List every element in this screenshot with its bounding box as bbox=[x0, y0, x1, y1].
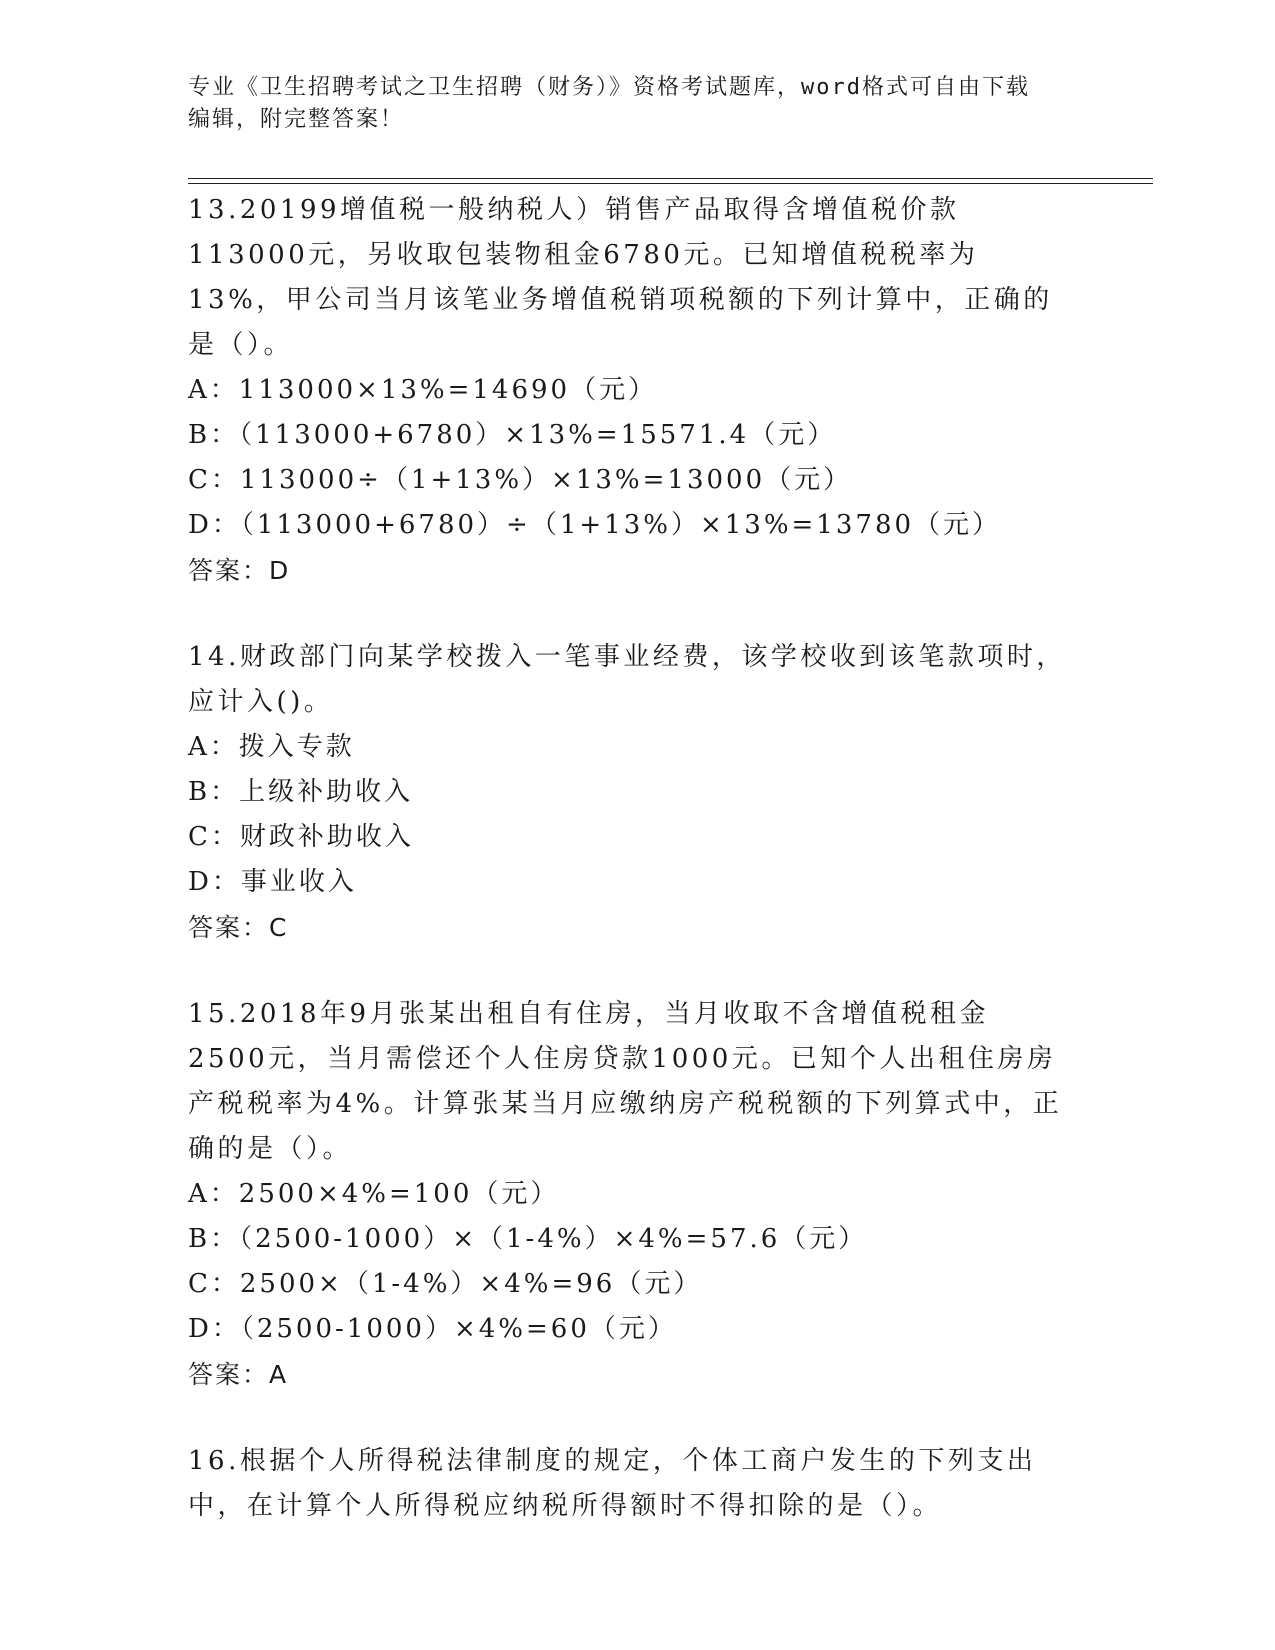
option-a: A：2500×4%=100（元） bbox=[188, 1179, 560, 1209]
answer-line: 答案：D bbox=[188, 556, 291, 585]
option-c: C：2500×（1-4%）×4%=96（元） bbox=[188, 1269, 703, 1299]
question-14 bbox=[188, 635, 1068, 950]
option-d: D：（113000+6780）÷（1+13%）×13%=13780（元） bbox=[188, 510, 1002, 540]
question-13 bbox=[188, 188, 1068, 593]
option-d: D：（2500-1000）×4%=60（元） bbox=[188, 1314, 677, 1344]
document-header bbox=[188, 72, 1088, 136]
header-line-1: 专业《卫生招聘考试之卫生招聘（财务）》资格考试题库，word格式可自由下载 bbox=[188, 75, 1030, 100]
option-d: D：事业收入 bbox=[188, 867, 357, 897]
answer-line: 答案：C bbox=[188, 913, 289, 942]
option-a: A：拨入专款 bbox=[188, 732, 355, 762]
option-b: B：（2500-1000）×（1-4%）×4%=57.6（元） bbox=[188, 1224, 868, 1254]
header-line-2: 编辑，附完整答案！ bbox=[188, 107, 405, 132]
answer-line: 答案：A bbox=[188, 1360, 289, 1389]
option-c: C：113000÷（1+13%）×13%=13000（元） bbox=[188, 465, 853, 495]
option-a: A：113000×13%=14690（元） bbox=[188, 375, 658, 405]
question-text: 13.20199增值税一般纳税人）销售产品取得含增值税价款113000元，另收取包装物租金6780元。已知增值税税率为13%，甲公司当月该笔业务增值税销项税额的下列计算中，正确的是（）。 bbox=[188, 195, 1053, 360]
header-divider-bottom bbox=[188, 183, 1153, 184]
question-text: 15.2018年9月张某出租自有住房，当月收取不含增值税租金2500元，当月需偿还个人住房贷款1000元。已知个人出租住房房产税税率为4%。计算张某当月应缴纳房产税税额的下列算式中，正确的是（）。 bbox=[188, 999, 1063, 1164]
option-b: B：（113000+6780）×13%=15571.4（元） bbox=[188, 420, 837, 450]
option-c: C：财政补助收入 bbox=[188, 822, 414, 852]
option-b: B：上级补助收入 bbox=[188, 777, 414, 807]
question-list bbox=[188, 188, 1068, 1571]
header-divider-top bbox=[188, 178, 1153, 179]
question-text: 14.财政部门向某学校拨入一笔事业经费，该学校收到该笔款项时，应计入()。 bbox=[188, 642, 1066, 717]
question-15 bbox=[188, 992, 1068, 1397]
question-16 bbox=[188, 1439, 1068, 1529]
question-text: 16.根据个人所得税法律制度的规定，个体工商户发生的下列支出中，在计算个人所得税应纳税所得额时不得扣除的是（）。 bbox=[188, 1446, 1037, 1521]
